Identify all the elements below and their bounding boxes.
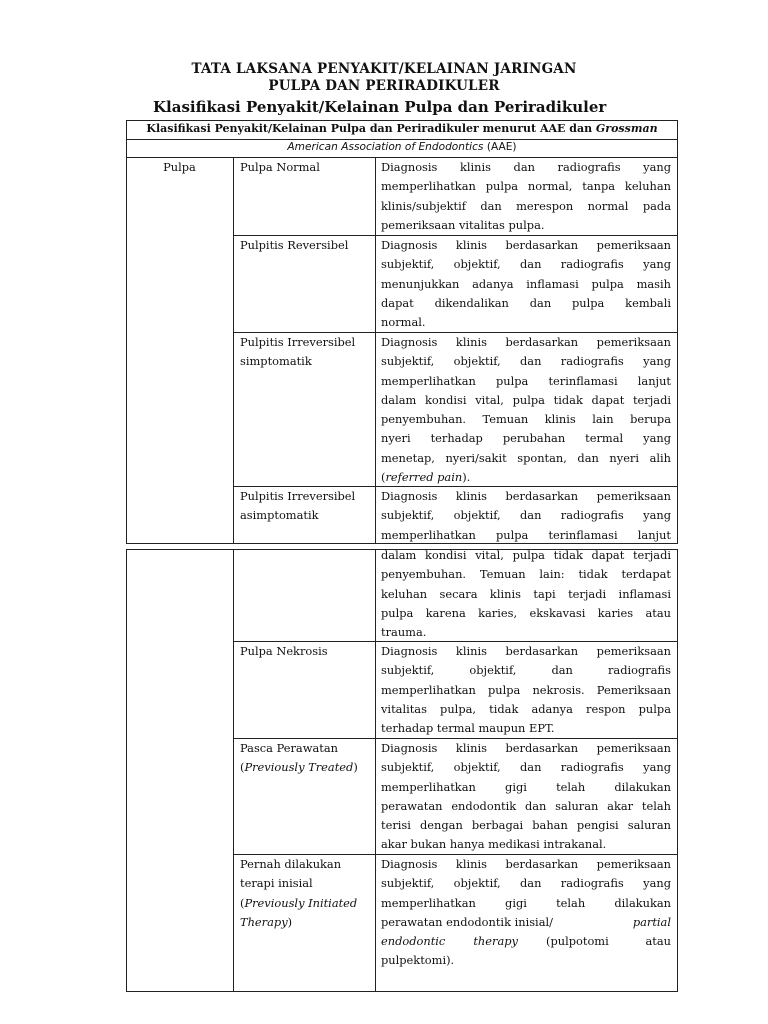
header-aae-italic: American Association of Endodontics [287, 141, 484, 153]
row-desc-pulpitis-irreversibel-simptomatik [381, 333, 671, 487]
italic-term: partial [632, 914, 671, 929]
row-desc-pulpa-normal [381, 158, 671, 235]
name-line [240, 894, 372, 913]
header-aae-abbrev: (AAE) [483, 141, 517, 153]
desc-line [381, 913, 671, 932]
desc-line: keluhan secara klinis tapi terjadi inflamasi [381, 586, 671, 601]
desc-line: akar bukan hanya medikasi intrakanal. [381, 837, 607, 852]
paren: ( [240, 895, 245, 910]
paren: ( [381, 470, 386, 485]
desc-line: terisi dengan berbagai bahan pengisi saluran [381, 818, 671, 833]
desc-line: trauma. [381, 625, 427, 640]
row-desc-pulpa-nekrosis [381, 642, 671, 738]
desc-line [381, 468, 671, 487]
desc-line [381, 932, 671, 951]
table-header-aae [126, 139, 678, 156]
desc-line: terhadap termal maupun EPT. [381, 721, 555, 736]
desc-line: memperlihatkan pulpa nekrosis. Pemeriksaan [381, 682, 671, 697]
italic-term: therapy [473, 934, 518, 949]
italic-term: referred pain [385, 470, 463, 485]
desc-line: subjektif, objektif, dan radiografis yang [381, 508, 671, 523]
row-name-pulpitis-irreversibel-asimptomatik [240, 487, 372, 526]
header-text: Klasifikasi Penyakit/Kelainan Pulpa dan Periradikuler menurut AAE dan [146, 122, 596, 135]
desc-text: perawatan endodontik inisial/ [381, 914, 553, 929]
row-name-pernah-dilakukan-terapi-inisial [240, 855, 372, 932]
desc-line: pemeriksaan vitalitas pulpa. [381, 217, 545, 232]
desc-line: nyeri terhadap perubahan termal yang [381, 431, 671, 446]
italic-term: Previously Treated [244, 760, 354, 775]
italic-term: endodontic [381, 934, 446, 949]
paren: ( [240, 760, 245, 775]
row-desc-pulpitis-irreversibel-asimptomatik-continued [381, 546, 671, 642]
paren: ). [462, 470, 471, 485]
italic-term: Therapy [240, 914, 288, 929]
name-line: Pasca Perawatan [240, 741, 338, 755]
row-name-pasca-perawatan [240, 739, 372, 778]
name-line: asimptomatik [240, 508, 319, 523]
paren: ) [287, 914, 293, 929]
name-line: Pulpitis Irreversibel [240, 335, 356, 349]
desc-line: klinis/subjektif dan merespon normal pada [381, 198, 671, 213]
desc-line: subjektif, objektif, dan radiografis yang [381, 257, 671, 272]
name-line [240, 913, 372, 932]
italic-term: Previously Initiated [244, 895, 358, 910]
desc-line: pulpa karena karies, ekskavasi karies atau [381, 605, 671, 620]
desc-line: memperlihatkan pulpa terinflamasi lanjut [381, 527, 671, 542]
name-line: Pernah dilakukan [240, 857, 342, 871]
desc-word: atau [645, 934, 671, 949]
row-name-pulpitis-reversibel: Pulpitis Reversibel [240, 238, 349, 252]
header-text-italic: Grossman [595, 122, 658, 135]
desc-line: pulpektomi). [381, 953, 455, 968]
desc-line: memperlihatkan gigi telah dilakukan [381, 895, 671, 910]
desc-line: penyembuhan. Temuan klinis lain berupa [381, 412, 671, 427]
name-line: Pulpitis Irreversibel [240, 489, 356, 503]
document-title-line-2: PULPA DAN PERIRADIKULER [268, 78, 500, 94]
desc-line: penyembuhan. Temuan lain: tidak terdapat [381, 567, 671, 582]
desc-line: Diagnosis klinis berdasarkan pemeriksaan [381, 741, 671, 755]
row-desc-pulpitis-irreversibel-asimptomatik [381, 487, 671, 545]
desc-line: Diagnosis klinis berdasarkan pemeriksaan [381, 238, 671, 252]
desc-line: menunjukkan adanya inflamasi pulpa masih [381, 276, 671, 291]
desc-line: dalam kondisi vital, pulpa tidak dapat terjadi [381, 548, 671, 562]
desc-text [546, 932, 671, 951]
section-heading: Klasifikasi Penyakit/Kelainan Pulpa dan Periradikuler [153, 98, 607, 116]
desc-line: memperlihatkan pulpa normal, tanpa keluhan [381, 179, 671, 194]
desc-line: perawatan endodontik dan saluran akar telah [381, 798, 671, 813]
desc-line: menetap, nyeri/sakit spontan, dan nyeri alih [381, 450, 671, 465]
row-desc-pasca-perawatan [381, 739, 671, 855]
desc-line: Diagnosis klinis berdasarkan pemeriksaan [381, 335, 671, 349]
category-label: Pulpa [163, 160, 196, 174]
desc-line: subjektif, objektif, dan radiografis yang [381, 876, 671, 891]
row-desc-pernah-dilakukan-terapi-inisial [381, 855, 671, 971]
name-line: simptomatik [240, 354, 312, 369]
desc-line: memperlihatkan pulpa terinflamasi lanjut [381, 373, 671, 388]
desc-line: subjektif, objektif, dan radiografis [381, 663, 671, 678]
desc-line: Diagnosis klinis berdasarkan pemeriksaan [381, 644, 671, 658]
document-title-line-1: TATA LAKSANA PENYAKIT/KELAINAN JARINGAN [191, 61, 577, 77]
name-line [240, 758, 372, 777]
desc-word: (pulpotomi [546, 934, 609, 949]
name-line: terapi inisial [240, 876, 313, 891]
row-name-pulpa-normal: Pulpa Normal [240, 160, 320, 174]
desc-line: dalam kondisi vital, pulpa tidak dapat terjadi [381, 392, 671, 407]
desc-line: dapat dikendalikan dan pulpa kembali [381, 295, 671, 310]
desc-line: Diagnosis klinis berdasarkan pemeriksaan [381, 489, 671, 503]
desc-line: normal. [381, 315, 426, 330]
desc-line: Diagnosis klinis dan radiografis yang [381, 160, 671, 174]
desc-line: Diagnosis klinis berdasarkan pemeriksaan [381, 857, 671, 871]
desc-line: vitalitas pulpa, tidak adanya respon pulpa [381, 701, 671, 716]
desc-line: memperlihatkan gigi telah dilakukan [381, 779, 671, 794]
paren: ) [353, 760, 358, 775]
desc-line: subjektif, objektif, dan radiografis yang [381, 760, 671, 775]
row-name-pulpa-nekrosis: Pulpa Nekrosis [240, 644, 328, 658]
row-name-pulpitis-irreversibel-simptomatik [240, 333, 372, 372]
desc-line: subjektif, objektif, dan radiografis yang [381, 354, 671, 369]
row-desc-pulpitis-reversibel [381, 236, 671, 332]
table-header-classification [126, 120, 678, 137]
